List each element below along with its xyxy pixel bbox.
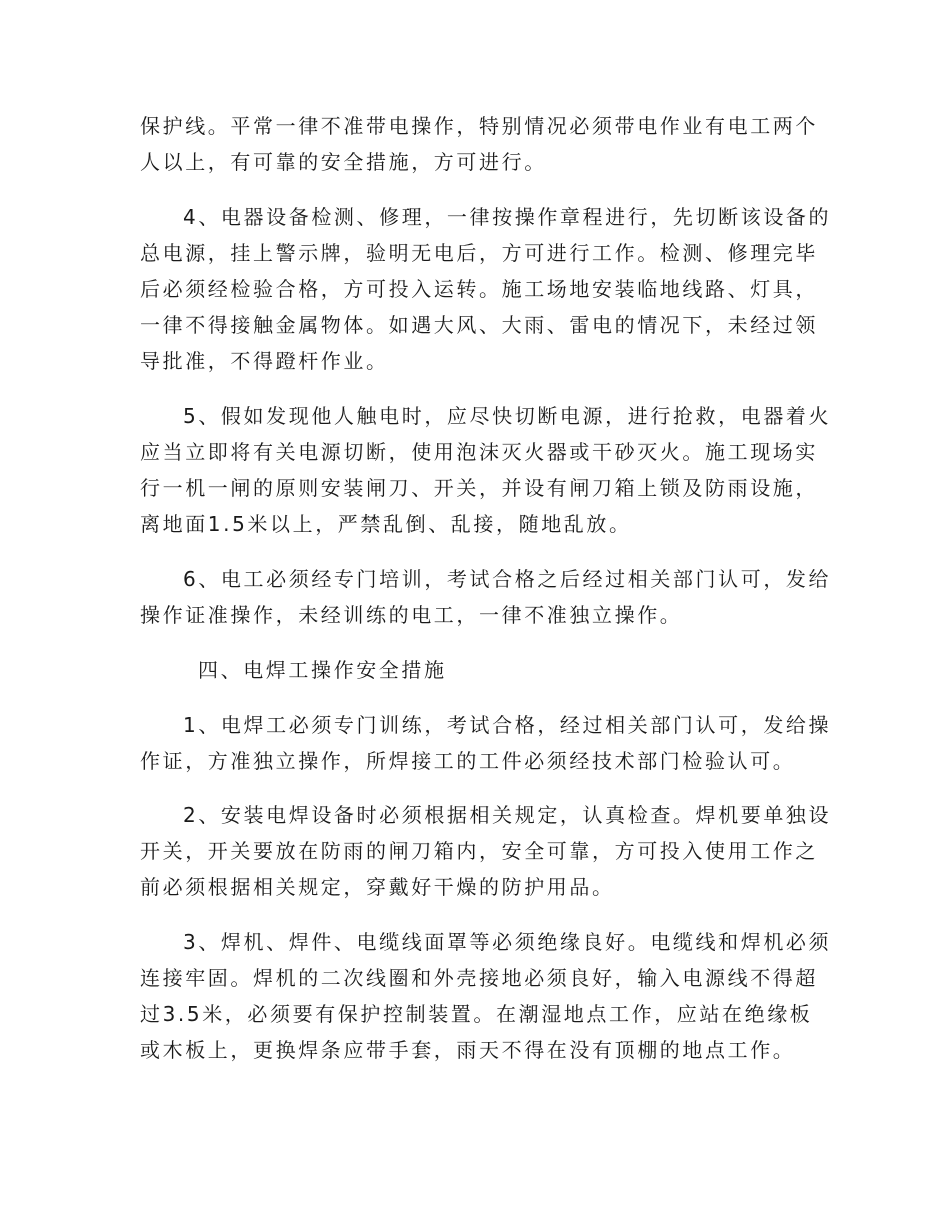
text-line: 后必须经检验合格，方可投入运转。施工场地安装临地线路、灯具， (140, 277, 818, 301)
paragraph-line: 4、电器设备检测、修理，一律按操作章程进行，先切断该设备的 (183, 205, 832, 229)
text-line: 操作证准操作，未经训练的电工，一律不准独立操作。 (140, 603, 683, 627)
paragraph-line: 6、电工必须经专门培训，考试合格之后经过相关部门认可，发给 (183, 567, 832, 591)
text-line: 总电源，挂上警示牌，验明无电后，方可进行工作。检测、修理完毕 (140, 241, 818, 265)
paragraph-line: 5、假如发现他人触电时，应尽快切断电源，进行抢救，电器着火 (183, 404, 832, 428)
text-line: 保护线。平常一律不准带电操作，特别情况必须带电作业有电工两个 (140, 114, 818, 138)
text-line: 前必须根据相关规定，穿戴好干燥的防护用品。 (140, 875, 615, 899)
text-line: 过3.5米，必须要有保护控制装置。在潮湿地点工作，应站在绝缘板 (140, 1002, 813, 1026)
text-line: 行一机一闸的原则安装闸刀、开关，并设有闸刀箱上锁及防雨设施， (140, 476, 818, 500)
text-line: 或木板上，更换焊条应带手套，雨天不得在没有顶棚的地点工作。 (140, 1038, 796, 1062)
text-line: 人以上，有可靠的安全措施，方可进行。 (140, 150, 547, 174)
paragraph-line: 1、电焊工必须专门训练，考试合格，经过相关部门认可，发给操 (183, 713, 832, 737)
text-line: 导批准，不得蹬杆作业。 (140, 349, 389, 373)
text-line: 应当立即将有关电源切断，使用泡沫灭火器或干砂灭火。施工现场实 (140, 440, 818, 464)
text-line: 离地面1.5米以上，严禁乱倒、乱接，随地乱放。 (140, 512, 632, 536)
text-line: 作证，方准独立操作，所焊接工的工件必须经技术部门检验认可。 (140, 749, 796, 773)
text-line: 开关，开关要放在防雨的闸刀箱内，安全可靠，方可投入使用工作之 (140, 839, 818, 863)
paragraph-line: 2、安装电焊设备时必须根据相关规定，认真检查。焊机要单独设 (183, 803, 832, 827)
text-line: 连接牢固。焊机的二次线圈和外壳接地必须良好，输入电源线不得超 (140, 966, 818, 990)
text-line: 一律不得接触金属物体。如遇大风、大雨、雷电的情况下，未经过领 (140, 313, 818, 337)
section-heading: 四、电焊工操作安全措施 (198, 658, 447, 682)
paragraph-line: 3、焊机、焊件、电缆线面罩等必须绝缘良好。电缆线和焊机必须 (183, 930, 832, 954)
